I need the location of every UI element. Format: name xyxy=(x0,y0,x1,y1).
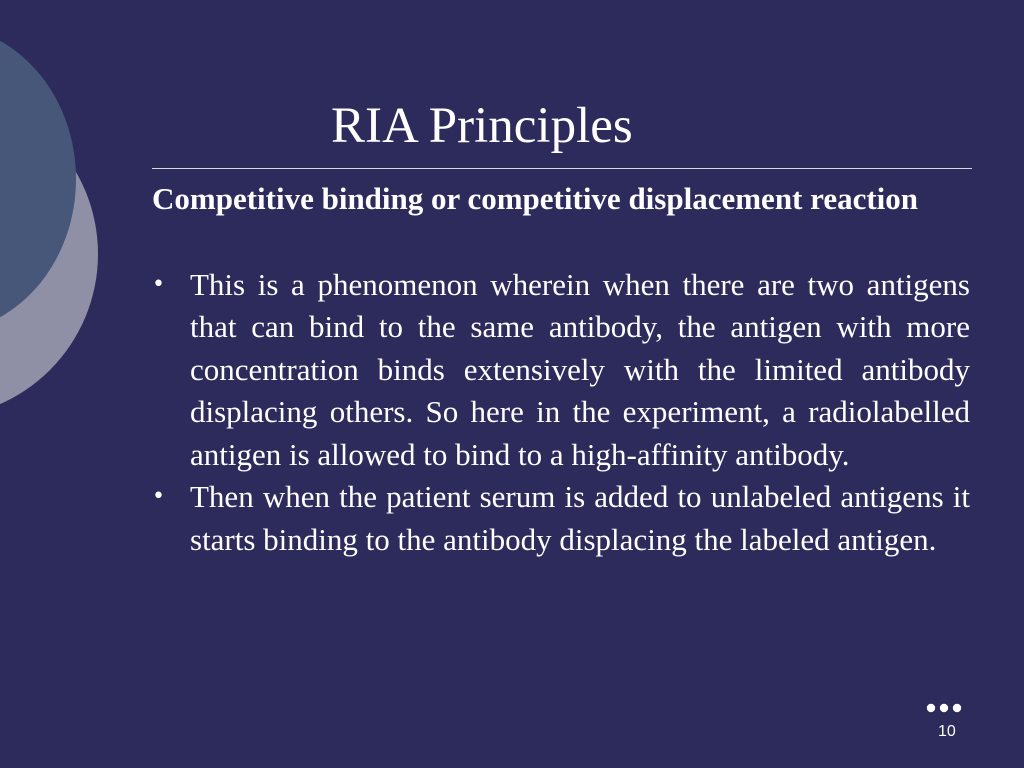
bullet-item xyxy=(152,476,970,561)
slide-title: RIA Principles xyxy=(331,98,633,154)
bullet-item xyxy=(152,264,970,477)
slide-content xyxy=(152,178,970,561)
bullet-marker: • xyxy=(152,271,165,297)
bullet-marker: • xyxy=(152,484,165,509)
title-divider xyxy=(152,168,972,169)
bullet-text: This is a phenomenon wherein when there are two antigens that can bind to the same antibody, the antigen with more concentration binds extensively with the limited antibody displacing others. So here in the experiment, a radiolabelled antigen is allowed to bind to a high-affinity antibody. xyxy=(190,266,970,472)
subheading: Competitive binding or competitive displacement reaction xyxy=(152,181,919,216)
more-dots-icon xyxy=(926,701,962,715)
page-number: 10 xyxy=(938,723,956,740)
bullet-list xyxy=(152,264,970,562)
bullet-text: Then when the patient serum is added to unlabeled antigens it starts binding to the antibody displacing the labeled antigen. xyxy=(190,479,970,557)
